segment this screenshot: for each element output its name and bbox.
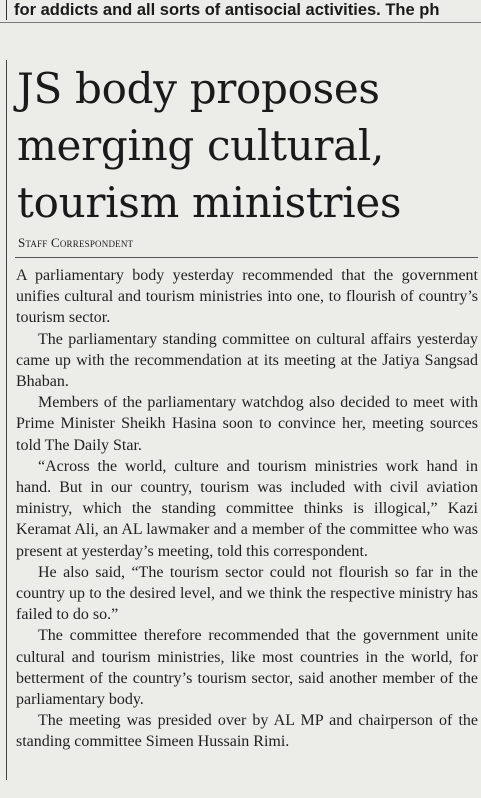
paragraph: The meeting was presided over by AL MP and chairperson of the standing committee Simeen Hussain Rimi. [16, 712, 478, 751]
section-divider [0, 22, 481, 23]
headline [17, 60, 477, 231]
paragraph: “Across the world, culture and tourism ministries work hand in hand. But in our country, tourism was included with civil aviation ministry, which the standing committee thinks is illogical,” Kazi Keramat Ali, an AL lawmaker and a member of the committee who was present at yesterday’s meeting, told this correspondent. [16, 457, 478, 560]
paragraph: A parliamentary body yesterday recommended that the government unifies cultural and tourism ministries into one, to flourish of country’s tourism sector. [16, 267, 478, 327]
headline-line: JS body proposes [17, 64, 380, 113]
column-divider-top [6, 0, 7, 20]
paragraph: The committee therefore recommended that the government unite cultural and tourism ministries, like most countries in the world, for betterment of the country’s tourism sector, said another member of the parliamentary body. [16, 627, 478, 709]
previous-article-text: for addicts and all sorts of antisocial activities. The ph [14, 1, 440, 19]
headline-line: tourism ministries [17, 178, 402, 227]
byline-divider [15, 257, 478, 258]
column-divider [6, 60, 7, 780]
paragraph: The parliamentary standing committee on cultural affairs yesterday came up with the recommendation at its meeting at the Jatiya Sangsad Bhaban. [16, 330, 478, 391]
headline-line: merging cultural, [17, 121, 385, 170]
byline: Staff Correspondent [18, 235, 134, 250]
previous-article-strip [0, 0, 481, 22]
paragraph: Members of the parliamentary watchdog also decided to meet with Prime Minister Sheikh Hasina soon to convince her, meeting sources told The Daily Star. [16, 394, 478, 454]
paragraph: He also said, “The tourism sector could not flourish so far in the country up to the desired level, and we think the respective ministry has failed to do so.” [16, 563, 478, 624]
article-body [16, 265, 478, 753]
